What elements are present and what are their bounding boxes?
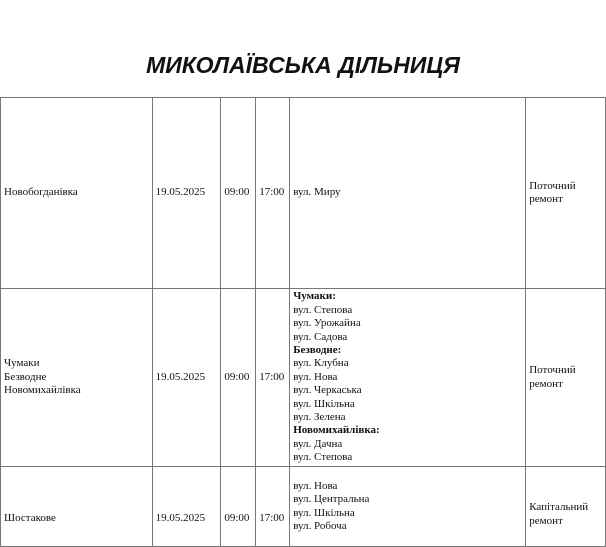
street: вул. Зелена <box>293 411 346 424</box>
table-row <box>1 289 606 467</box>
street: вул. Нова <box>293 370 338 383</box>
outage-schedule-table <box>0 97 606 547</box>
settlement-cell: Шостакове <box>1 467 153 547</box>
street: вул. Шкільна <box>293 506 355 519</box>
street: вул. Нова <box>293 479 338 492</box>
start-time-cell: 09:00 <box>221 98 256 289</box>
street: вул. Дачна <box>293 437 343 450</box>
street: вул. Черкаська <box>293 384 362 397</box>
work-type-cell: Поточний ремонт <box>526 98 606 289</box>
start-time-cell: 09:00 <box>221 467 256 547</box>
street: вул. Степова <box>293 303 353 316</box>
street: вул. Робоча <box>293 519 347 532</box>
address-cell <box>290 289 526 467</box>
village-heading: Новомихайлівка: <box>293 424 380 437</box>
settlement-cell: Чумаки Безводне Новомихайлівка <box>1 289 153 467</box>
street: вул. Центральна <box>293 493 370 506</box>
work-type-cell: Поточний ремонт <box>526 289 606 467</box>
start-time-cell: 09:00 <box>221 289 256 467</box>
street: вул. Степова <box>293 451 353 464</box>
table-row <box>1 98 606 289</box>
work-type-cell: Капітальний ремонт <box>526 467 606 547</box>
end-time-cell: 17:00 <box>256 98 290 289</box>
page-title: МИКОЛАЇВСЬКА ДІЛЬНИЦЯ <box>146 52 460 78</box>
date-cell: 19.05.2025 <box>152 467 221 547</box>
end-time-cell: 17:00 <box>256 289 290 467</box>
settlement-cell: Новобогданівка <box>1 98 153 289</box>
street: вул. Шкільна <box>293 397 355 410</box>
address-cell: вул. Миру <box>290 98 526 289</box>
end-time-cell: 17:00 <box>256 467 290 547</box>
date-cell: 19.05.2025 <box>152 289 221 467</box>
village-heading: Безводне: <box>293 343 342 356</box>
street: вул. Клубна <box>293 357 349 370</box>
address-cell <box>290 467 526 547</box>
table-row <box>1 467 606 547</box>
village-heading: Чумаки: <box>293 290 336 303</box>
street: вул. Урожайна <box>293 317 361 330</box>
street: вул. Садова <box>293 330 348 343</box>
date-cell: 19.05.2025 <box>152 98 221 289</box>
